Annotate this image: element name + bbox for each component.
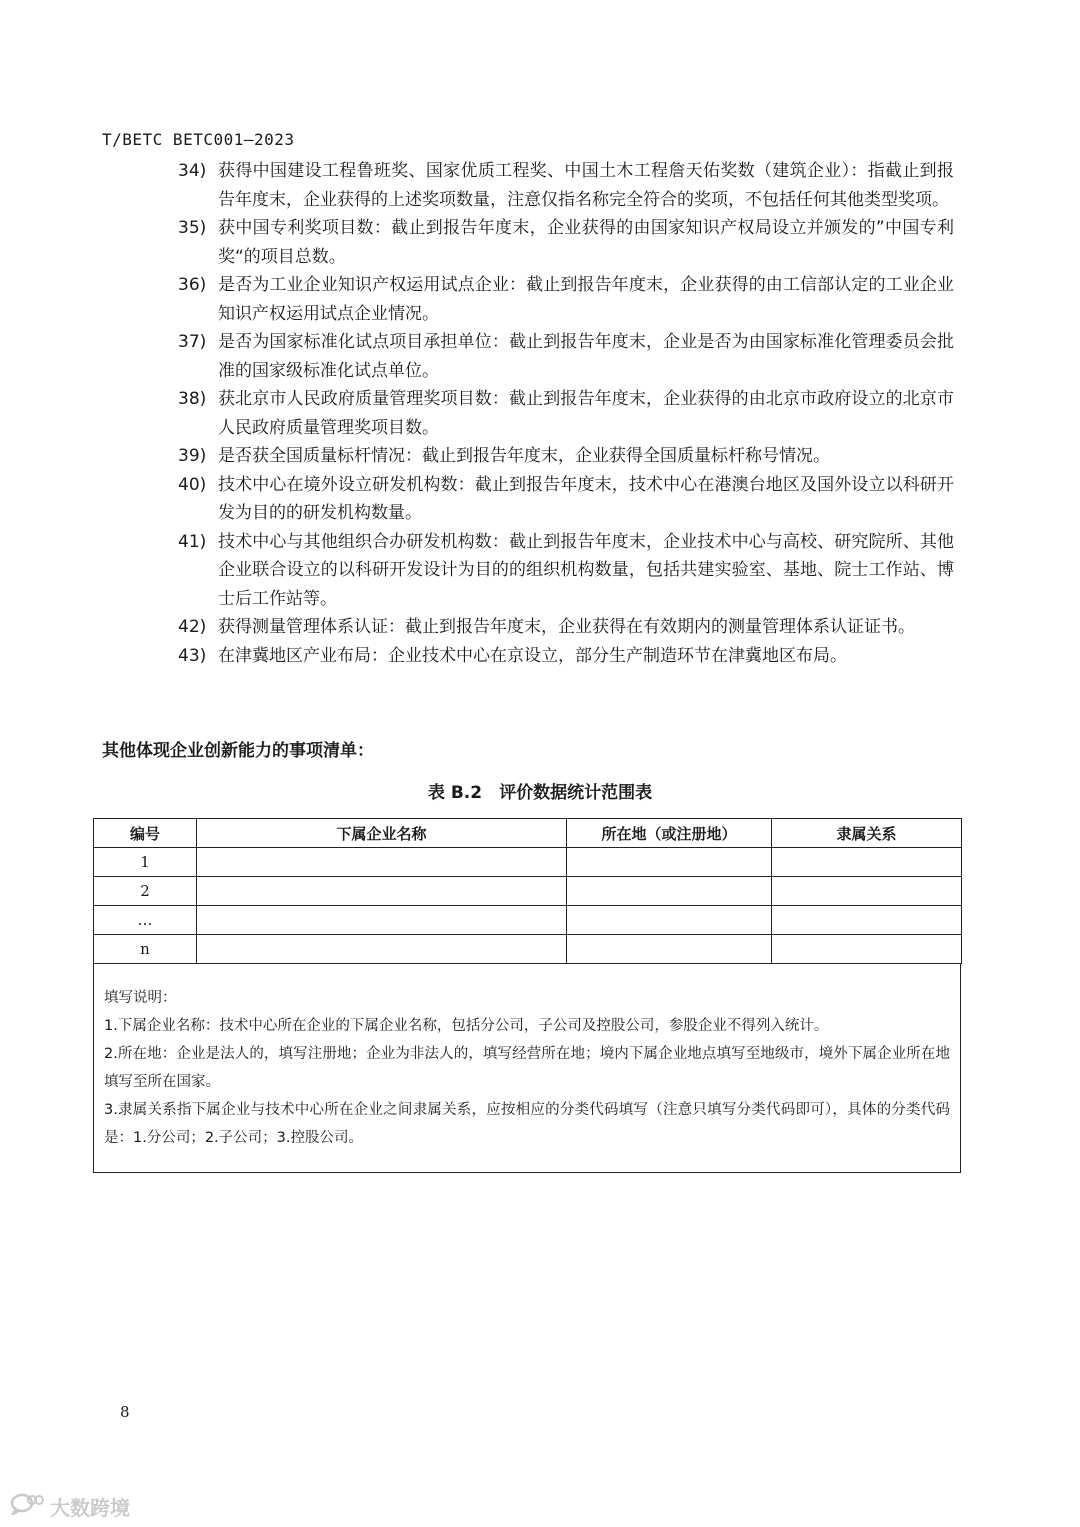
row-number: … (94, 906, 197, 935)
chat-bubble-icon (10, 1493, 44, 1520)
item-number: 42) (178, 617, 207, 637)
company-name-cell (197, 935, 567, 964)
list-item (178, 642, 954, 671)
list-item (178, 271, 954, 328)
list-item (178, 471, 954, 528)
table-row (94, 848, 962, 877)
watermark-text: 大数跨境 (50, 1496, 130, 1520)
list-item (178, 613, 954, 642)
header-affiliation: 隶属关系 (772, 819, 962, 848)
item-text: 是否为国家标准化试点项目承担单位：截止到报告年度末，企业是否为由国家标准化管理委员会批准的国家级标准化试点单位。 (218, 332, 954, 381)
item-text: 技术中心与其他组织合办研发机构数：截止到报告年度末，企业技术中心与高校、研究院所、其他企业联合设立的以科研开发设计为目的的组织机构数量，包括共建实验室、基地、院士工作站、博士后工作站等。 (218, 531, 954, 609)
item-number: 36) (178, 275, 207, 295)
list-item (178, 328, 954, 385)
item-text: 获北京市人民政府质量管理奖项目数：截止到报告年度末，企业获得的由北京市政府设立的北京市人民政府质量管理奖项目数。 (218, 389, 954, 438)
company-name-cell (197, 848, 567, 877)
item-text: 获得测量管理体系认证：截止到报告年度末，企业获得在有效期内的测量管理体系认证证书。 (218, 617, 915, 637)
item-text: 是否获全国质量标杆情况：截止到报告年度末，企业获得全国质量标杆称号情况。 (218, 446, 830, 466)
item-text: 在津冀地区产业布局：企业技术中心在京设立，部分生产制造环节在津冀地区布局。 (218, 645, 847, 666)
location-cell (567, 877, 772, 906)
item-number: 35) (178, 218, 207, 238)
table-row (94, 935, 962, 964)
location-cell (567, 935, 772, 964)
item-number: 43) (178, 645, 207, 666)
header-number: 编号 (94, 819, 197, 848)
table-row (94, 877, 962, 906)
header-company-name: 下属企业名称 (197, 819, 567, 848)
list-item (178, 385, 954, 442)
affiliation-cell (772, 935, 962, 964)
list-item (178, 442, 954, 471)
watermark (10, 1492, 130, 1521)
item-number: 37) (178, 332, 207, 352)
table-caption: 表 B.2 评价数据统计范围表 (427, 783, 653, 803)
item-number: 34) (178, 161, 207, 181)
statistics-scope-table (93, 818, 961, 1173)
company-name-cell (197, 906, 567, 935)
item-number: 41) (178, 531, 207, 552)
item-number: 38) (178, 389, 207, 409)
table-header-row (94, 819, 962, 848)
list-item (178, 157, 954, 214)
row-number: 2 (94, 877, 197, 906)
affiliation-cell (772, 906, 962, 935)
location-cell (567, 848, 772, 877)
item-text: 是否为工业企业知识产权运用试点企业：截止到报告年度末，企业获得的由工信部认定的工业企业知识产权运用试点企业情况。 (218, 275, 954, 324)
affiliation-cell (772, 848, 962, 877)
list-item (178, 214, 954, 271)
notes-title: 填写说明： (104, 990, 177, 1006)
item-text: 获得中国建设工程鲁班奖、国家优质工程奖、中国土木工程詹天佑奖数（建筑企业）：指截止到报告年度末，企业获得的上述奖项数量，注意仅指名称完全符合的奖项，不包括任何其他类型奖项。 (218, 161, 954, 210)
document-code: T/BETC BETC001—2023 (102, 130, 295, 149)
list-item (178, 528, 954, 614)
row-number: 1 (94, 848, 197, 877)
item-number: 40) (178, 474, 207, 495)
location-cell (567, 906, 772, 935)
row-number: n (94, 935, 197, 964)
fill-instructions (93, 964, 961, 1173)
note-line: 2.所在地：企业是法人的，填写注册地；企业为非法人的，填写经营所在地；境内下属企业地点填写至地级市，境外下属企业所在地填写至所在国家。 (104, 1046, 950, 1090)
table-row (94, 906, 962, 935)
item-text: 技术中心在境外设立研发机构数：截止到报告年度末，技术中心在港澳台地区及国外设立以科研开发为目的的研发机构数量。 (218, 474, 954, 523)
data-table (93, 818, 962, 964)
company-name-cell (197, 877, 567, 906)
header-location: 所在地（或注册地） (567, 819, 772, 848)
affiliation-cell (772, 877, 962, 906)
note-line: 3.隶属关系指下属企业与技术中心所在企业之间隶属关系，应按相应的分类代码填写（注意只填写分类代码即可），具体的分类代码是：1.分公司；2.子公司；3.控股公司。 (104, 1102, 950, 1146)
page-number: 8 (120, 1403, 130, 1421)
item-text: 获中国专利奖项目数：截止到报告年度末，企业获得的由国家知识产权局设立并颁发的”中国专利奖“的项目总数。 (218, 218, 954, 267)
section-heading: 其他体现企业创新能力的事项清单： (102, 741, 374, 761)
item-number: 39) (178, 446, 207, 466)
note-line: 1.下属企业名称：技术中心所在企业的下属企业名称，包括分公司，子公司及控股公司，参股企业不得列入统计。 (104, 1018, 829, 1034)
definition-list (178, 157, 954, 670)
